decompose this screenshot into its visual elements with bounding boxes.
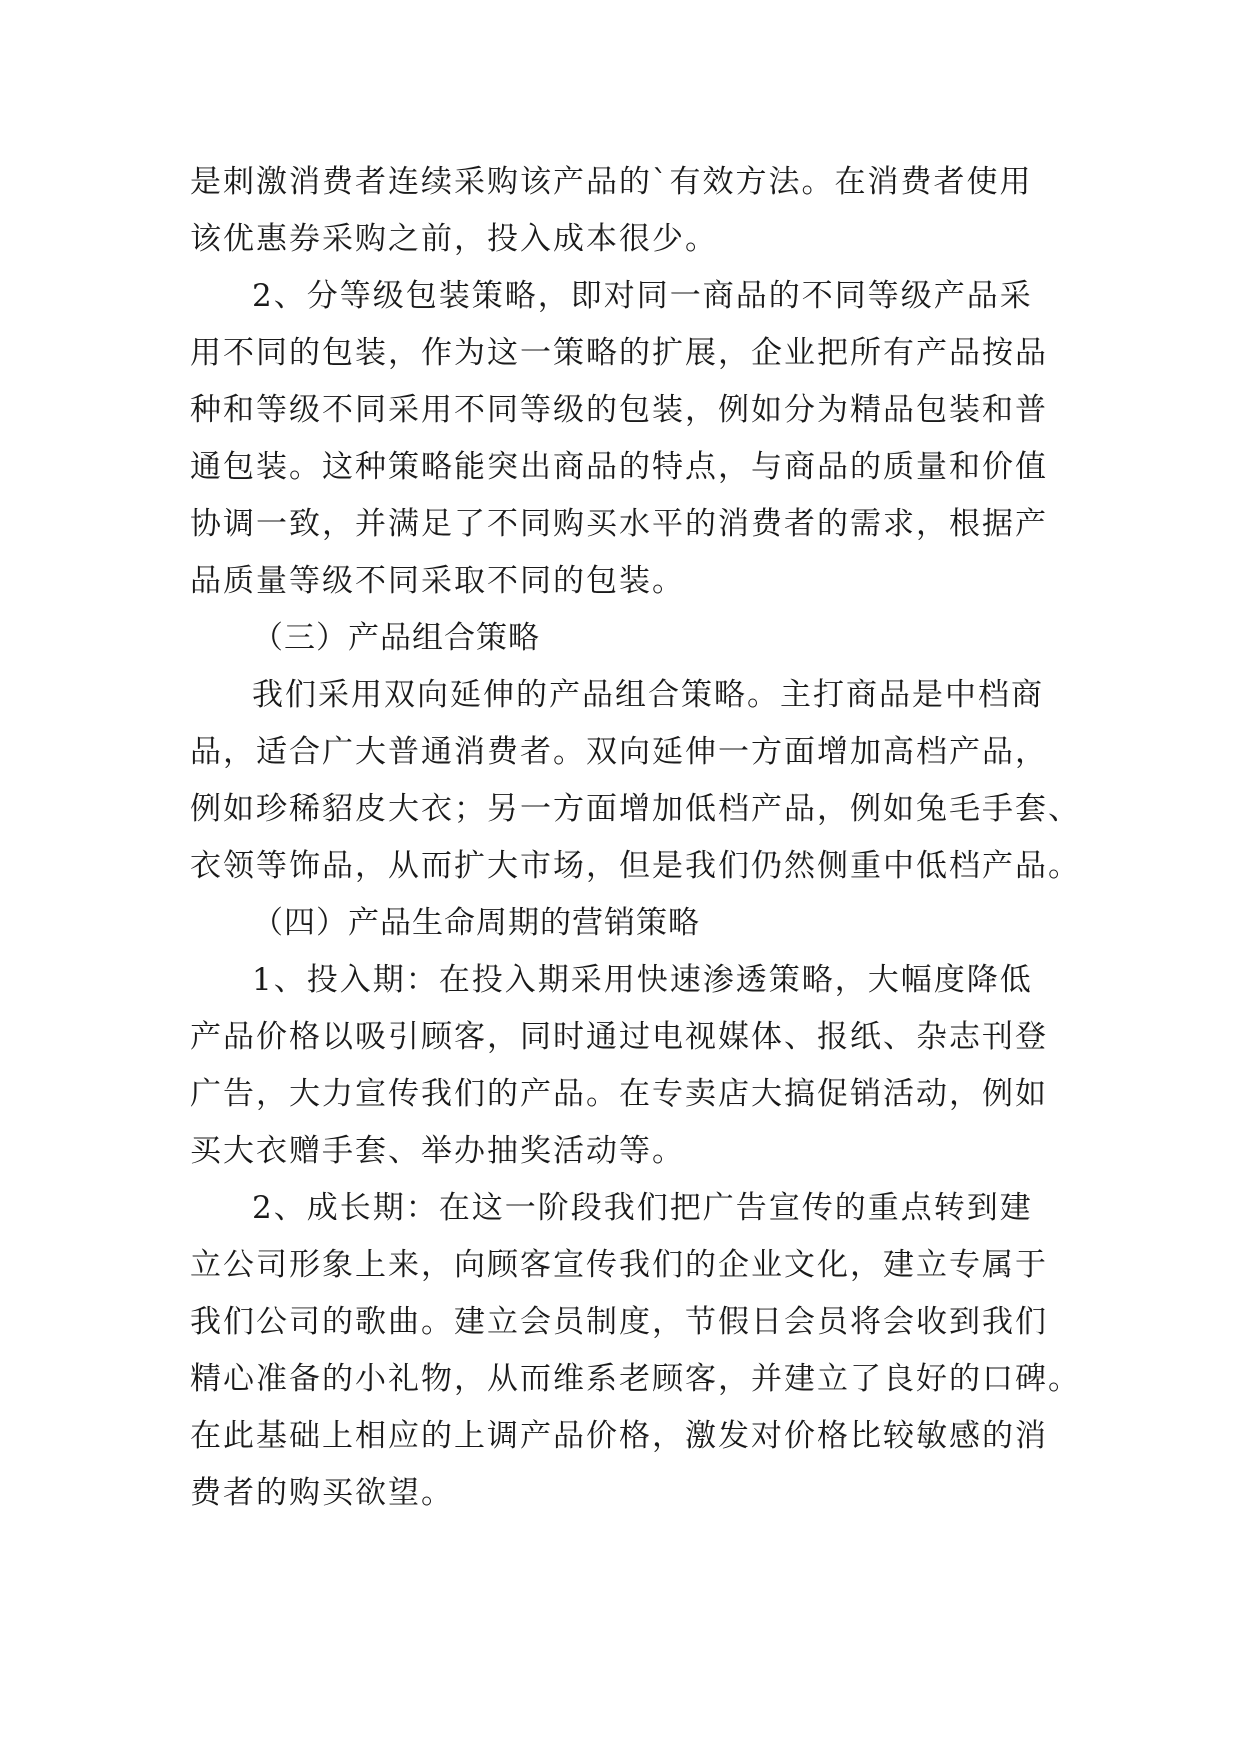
text-line: 该优惠券采购之前，投入成本很少。 [190,221,718,257]
text-line: 广告，大力宣传我们的产品。在专卖店大搞促销活动，例如 [190,1076,1048,1112]
text-line: 2、分等级包装策略，即对同一商品的不同等级产品采 [252,278,1033,314]
text-line: 品质量等级不同采取不同的包装。 [190,563,685,599]
text-line: 是刺激消费者连续采购该产品的`有效方法。在消费者使用 [190,164,1033,200]
text-line: 用不同的包装，作为这一策略的扩展，企业把所有产品按品 [190,335,1048,371]
text-line: 种和等级不同采用不同等级的包装，例如分为精品包装和普 [190,392,1048,428]
text-line: 通包装。这种策略能突出商品的特点，与商品的质量和价值 [190,449,1048,485]
text-line: 我们采用双向延伸的产品组合策略。主打商品是中档商 [252,677,1044,713]
text-line: 品，适合广大普通消费者。双向延伸一方面增加高档产品， [190,734,1048,770]
text-line: 精心准备的小礼物，从而维系老顾客，并建立了良好的口碑。 [190,1361,1081,1397]
text-line: 例如珍稀貂皮大衣；另一方面增加低档产品，例如兔毛手套、 [190,791,1081,827]
text-line: 协调一致，并满足了不同购买水平的消费者的需求，根据产 [190,506,1048,542]
text-line: 费者的购买欲望。 [190,1475,454,1511]
text-line: 产品价格以吸引顾客，同时通过电视媒体、报纸、杂志刊登 [190,1019,1048,1055]
text-line: 2、成长期：在这一阶段我们把广告宣传的重点转到建 [252,1190,1033,1226]
text-line: 衣领等饰品，从而扩大市场，但是我们仍然侧重中低档产品。 [190,848,1081,884]
text-line: 买大衣赠手套、举办抽奖活动等。 [190,1133,685,1169]
text-line: 在此基础上相应的上调产品价格，激发对价格比较敏感的消 [190,1418,1048,1454]
section-heading: （三）产品组合策略 [252,620,540,656]
text-line: 立公司形象上来，向顾客宣传我们的企业文化，建立专属于 [190,1247,1048,1283]
text-line: 1、投入期：在投入期采用快速渗透策略，大幅度降低 [252,962,1033,998]
section-heading: （四）产品生命周期的营销策略 [252,905,700,941]
text-line: 我们公司的歌曲。建立会员制度，节假日会员将会收到我们 [190,1304,1048,1340]
